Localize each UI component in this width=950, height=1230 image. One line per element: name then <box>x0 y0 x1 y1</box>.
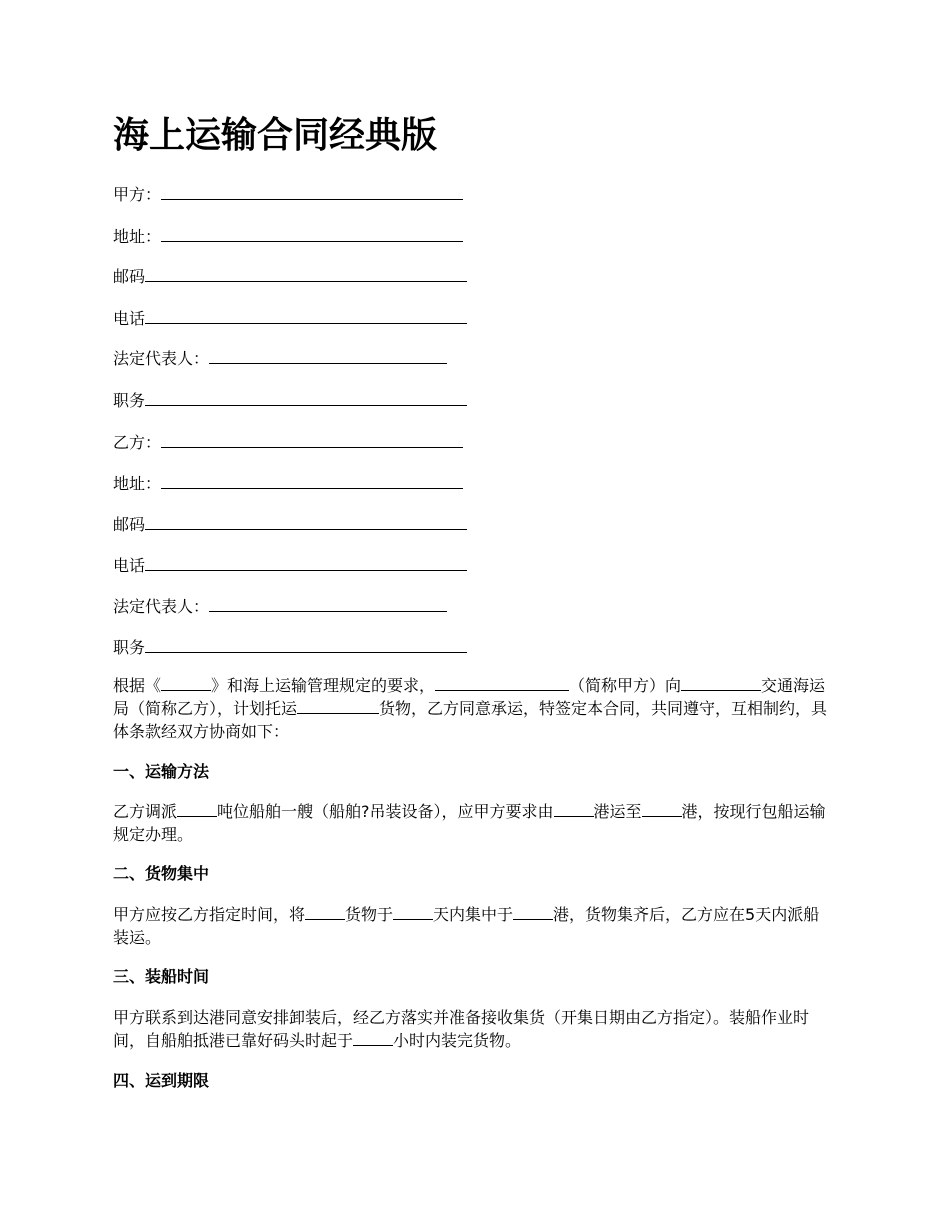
tonnage-blank[interactable] <box>177 800 217 817</box>
party-b-address-field <box>113 470 463 495</box>
party-b-phone-blank[interactable] <box>145 552 467 571</box>
party-a-legal-rep-blank[interactable] <box>209 345 447 364</box>
party-a-address-label: 地址： <box>113 227 162 246</box>
days-blank[interactable] <box>393 903 433 920</box>
party-a-name-field <box>113 181 463 206</box>
cargo-blank[interactable] <box>305 903 345 920</box>
party-b-legal-rep-blank[interactable] <box>209 593 447 612</box>
section-1-text-2: 吨位船舶一艘（船舶?吊装设备），应甲方要求由 <box>217 802 554 821</box>
party-b-position-label: 职务 <box>113 638 146 657</box>
party-a-phone-label: 电话 <box>113 309 146 328</box>
section-2-heading: 二、货物集中 <box>113 864 210 883</box>
section-1-text-1: 乙方调派 <box>113 802 178 821</box>
document-title: 海上运输合同经典版 <box>113 115 438 156</box>
party-b-phone-field <box>113 552 467 577</box>
party-a-phone-blank[interactable] <box>145 305 467 324</box>
section-2-text-3: 天内集中于 <box>433 905 514 924</box>
party-b-position-blank[interactable] <box>145 634 467 653</box>
section-1-text-3: 港运至 <box>593 802 642 821</box>
section-2-text-1: 甲方应按乙方指定时间，将 <box>113 905 306 924</box>
section-3-text-1: 甲方联系到达港同意安排卸装后，经乙方落实并准备接收集货（开集日期由乙方指定）。装船作业时间，自船舶抵港已靠好码头时起于 <box>113 1008 810 1050</box>
party-a-intro-blank[interactable] <box>435 674 569 691</box>
party-b-postcode-label: 邮码 <box>113 515 146 534</box>
party-a-address-field <box>113 223 463 248</box>
party-a-postcode-field <box>113 263 467 288</box>
party-b-legal-rep-field <box>113 593 447 618</box>
party-a-position-blank[interactable] <box>145 387 467 406</box>
party-b-postcode-blank[interactable] <box>145 511 467 530</box>
party-b-postcode-field <box>113 511 467 536</box>
intro-text-3: （简称甲方）向 <box>569 676 682 695</box>
party-b-name-field <box>113 429 463 454</box>
party-b-legal-rep-label: 法定代表人： <box>113 597 210 616</box>
section-3-paragraph <box>113 1006 833 1052</box>
section-2-paragraph <box>113 903 833 949</box>
section-3-heading: 三、装船时间 <box>113 967 210 986</box>
party-a-legal-rep-label: 法定代表人： <box>113 349 210 368</box>
party-a-postcode-blank[interactable] <box>145 263 467 282</box>
party-b-intro-blank[interactable] <box>681 674 761 691</box>
intro-text-4: 交通海运局（简称乙方），计划托运 <box>113 676 826 718</box>
intro-text-5: 货物，乙方同意承运，特签定本合同，共同遵守，互相制约，具体条款经双方协商如下： <box>113 699 828 741</box>
cargo-intro-blank[interactable] <box>297 697 379 714</box>
section-4-heading: 四、运到期限 <box>113 1071 210 1090</box>
intro-paragraph <box>113 674 833 743</box>
collection-port-blank[interactable] <box>513 903 553 920</box>
section-1-text-4: 港，按现行包船运输规定办理。 <box>113 802 826 844</box>
intro-text-2: 》和海上运输管理规定的要求， <box>211 676 436 695</box>
party-a-name-blank[interactable] <box>161 181 463 200</box>
party-b-name-label: 乙方： <box>113 433 162 452</box>
intro-text-1: 根据《 <box>113 676 162 695</box>
party-a-address-blank[interactable] <box>161 223 463 242</box>
party-a-position-label: 职务 <box>113 391 146 410</box>
party-a-phone-field <box>113 305 467 330</box>
party-a-postcode-label: 邮码 <box>113 267 146 286</box>
destination-port-blank[interactable] <box>642 800 682 817</box>
section-1-paragraph <box>113 800 833 846</box>
party-b-position-field <box>113 634 467 659</box>
party-b-name-blank[interactable] <box>161 429 463 448</box>
departure-port-blank[interactable] <box>554 800 594 817</box>
law-name-blank[interactable] <box>161 674 211 691</box>
section-3-text-2: 小时内装完货物。 <box>393 1031 522 1050</box>
party-a-name-label: 甲方： <box>113 185 162 204</box>
section-1-heading: 一、运输方法 <box>113 762 210 781</box>
party-a-position-field <box>113 387 467 412</box>
hours-blank[interactable] <box>353 1029 393 1046</box>
party-b-address-blank[interactable] <box>161 470 463 489</box>
party-b-phone-label: 电话 <box>113 556 146 575</box>
section-2-text-4: 港，货物集齐后，乙方应在5天内派船装运。 <box>113 905 820 947</box>
section-2-text-2: 货物于 <box>345 905 394 924</box>
party-a-legal-rep-field <box>113 345 447 370</box>
party-b-address-label: 地址： <box>113 474 162 493</box>
